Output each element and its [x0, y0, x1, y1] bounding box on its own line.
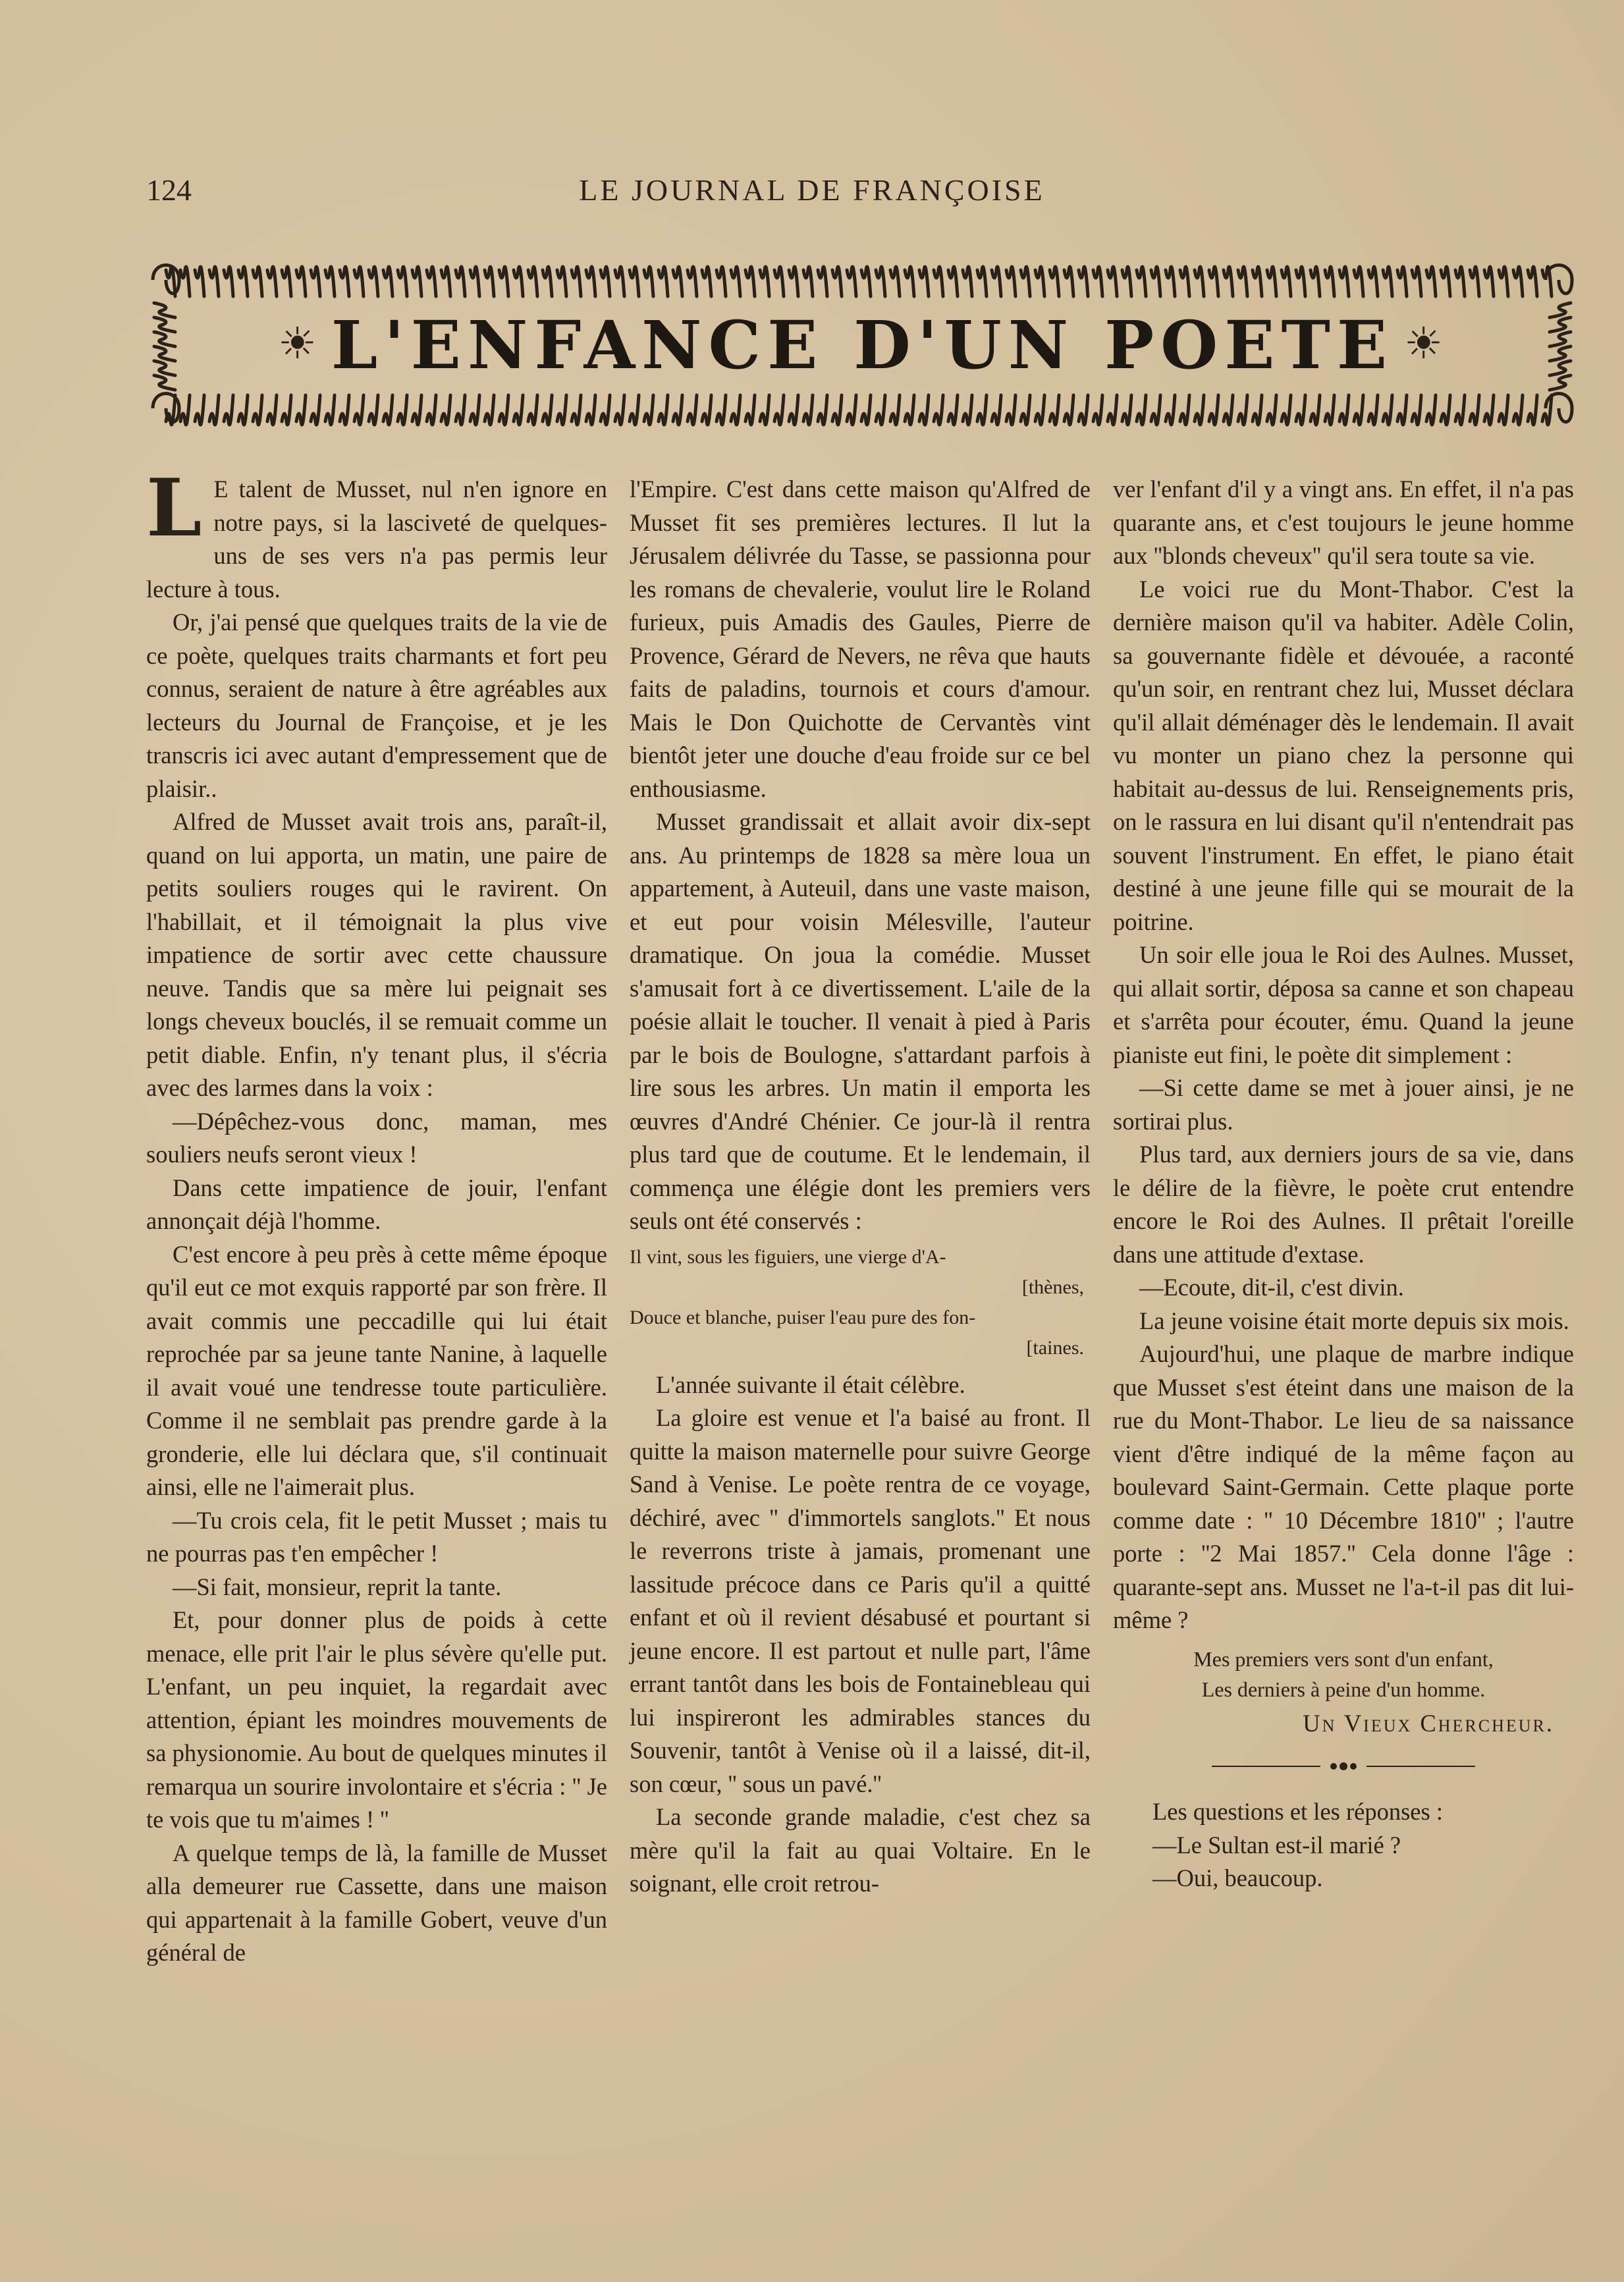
- border-flourish: [702, 395, 711, 425]
- border-flourish: [485, 267, 494, 296]
- border-flourish: [992, 395, 1001, 425]
- border-flourish: [340, 395, 349, 425]
- questions-answers: [1113, 1795, 1574, 1895]
- paragraph: —Si fait, monsieur, reprit la tante.: [173, 1573, 502, 1600]
- border-flourish: [514, 395, 523, 425]
- border-flourish: [688, 395, 697, 425]
- border-flourish: [1528, 267, 1537, 296]
- border-flourish: [1296, 395, 1305, 425]
- border-flourish: [1412, 267, 1421, 296]
- border-flourish: [847, 395, 856, 425]
- border-flourish: [1282, 395, 1291, 425]
- border-flourish: [948, 395, 958, 425]
- column-3: [1113, 473, 1574, 1895]
- border-flourish: [673, 267, 682, 296]
- border-flourish: [195, 395, 204, 425]
- border-flourish: [1426, 267, 1436, 296]
- border-flourish: [1340, 395, 1349, 425]
- border-flourish: [1441, 267, 1450, 296]
- border-flourish: [557, 267, 566, 296]
- border-flourish: [470, 267, 479, 296]
- border-flourish: [977, 267, 987, 296]
- border-flourish: [1050, 395, 1059, 425]
- border-flourish: [789, 267, 798, 296]
- border-flourish: [1093, 267, 1102, 296]
- border-flourish: [1325, 395, 1334, 425]
- author-signature: Un Vieux Chercheur.: [1303, 1709, 1554, 1737]
- page-number: 124: [146, 173, 192, 207]
- border-flourish: [543, 267, 552, 296]
- border-flourish: [934, 267, 943, 296]
- quoted-poem: [1113, 1644, 1574, 1704]
- border-flourish: [789, 395, 798, 425]
- border-flourish: [1180, 267, 1189, 296]
- border-flourish: [1064, 395, 1073, 425]
- poem-line: Les derniers à peine d'un homme.: [1201, 1677, 1486, 1701]
- border-flourish: [1354, 395, 1363, 425]
- border-flourish: [1166, 395, 1175, 425]
- border-flourish: [224, 395, 233, 425]
- border-flourish: [253, 395, 262, 425]
- border-flourish: [702, 267, 711, 296]
- border-flourish: [1340, 267, 1349, 296]
- border-flourish: [412, 267, 421, 296]
- border-flourish: [1209, 267, 1218, 296]
- border-flourish: [572, 395, 581, 425]
- border-flourish: [1282, 267, 1291, 296]
- border-flourish: [1079, 395, 1088, 425]
- border-flourish: [572, 267, 581, 296]
- border-flourish: [1079, 267, 1088, 296]
- border-flourish: [1035, 267, 1044, 296]
- border-flourish: [731, 267, 740, 296]
- border-flourish: [296, 267, 306, 296]
- border-flourish: [238, 267, 248, 296]
- border-flourish: [369, 395, 378, 425]
- border-flourish: [1426, 395, 1436, 425]
- border-flourish: [195, 267, 204, 296]
- border-flourish: [1021, 267, 1030, 296]
- border-flourish: [1383, 267, 1392, 296]
- drop-cap: L: [146, 462, 202, 555]
- border-flourish: [456, 267, 465, 296]
- title-banner: [146, 240, 1579, 448]
- border-flourish: [1513, 395, 1523, 425]
- border-flourish: [774, 395, 784, 425]
- border-flourish: [1253, 395, 1262, 425]
- paragraph: ver l'enfant d'il y a vingt ans. En effet, il n'a pas quarante ans, et c'est toujours le jeune homme aux ''blonds cheveux'' qu'il sera toute sa vie.: [1113, 475, 1574, 569]
- border-flourish: [1006, 267, 1015, 296]
- verse-line: Douce et blanche, puiser l'eau pure des fon-: [630, 1306, 976, 1328]
- paragraph: La jeune voisine était morte depuis six mois.: [1139, 1307, 1569, 1334]
- border-flourish: [760, 395, 769, 425]
- border-flourish: [1470, 267, 1479, 296]
- border-flourish: [224, 267, 233, 296]
- border-flourish: [311, 267, 320, 296]
- border-flourish: [774, 267, 784, 296]
- border-flourish: [282, 395, 291, 425]
- border-flourish: [528, 267, 537, 296]
- border-flourish: [1383, 395, 1392, 425]
- border-flourish: [1224, 267, 1233, 296]
- border-flourish: [354, 395, 364, 425]
- border-flourish: [1224, 395, 1233, 425]
- paragraph: Alfred de Musset avait trois ans, paraît-il, quand on lui apporta, un matin, une paire de petits souliers rouges qui le ravirent. On l'habillait, et il témoignait la plus vive impatience de sortir avec cette chaussure neuve. Tandis que sa mère lui peignait ses longs cheveux bouclés, il se remuait comme un petit diable. Enfin, n'y tenant plus, il s'écria avec des larmes dans la voix :: [146, 808, 607, 1101]
- paragraph: Musset grandissait et allait avoir dix-sept ans. Au printemps de 1828 sa mère loua un appartement, à Auteuil, dans une vaste maison, et eut pour voisin Mélesville, l'auteur dramatique. On joua la comédie. Musset s'amusait fort à ce divertissement. L'aile de la poésie allait le toucher. Il venait à pied à Paris par le bois de Boulogne, s'attardant parfois à lire sous les arbres. Un matin il emporta les œuvres d'André Chénier. Ce jour-là il rentra plus tard que de coutume. Et le lendemain, il commença une élégie dont les premiers vers seuls ont été conservés :: [630, 808, 1091, 1234]
- border-flourish: [1267, 267, 1276, 296]
- border-flourish: [1050, 267, 1059, 296]
- border-flourish: [1455, 395, 1465, 425]
- sun-ornament-icon: ☀: [278, 320, 317, 368]
- border-flourish: [760, 267, 769, 296]
- border-flourish: [1238, 395, 1247, 425]
- border-flourish: [832, 395, 842, 425]
- border-flourish: [441, 267, 450, 296]
- border-flourish: [528, 395, 537, 425]
- border-flourish: [905, 395, 914, 425]
- border-flourish: [1108, 267, 1117, 296]
- border-flourish: [514, 267, 523, 296]
- border-flourish: [1412, 395, 1421, 425]
- border-flourish: [1311, 267, 1320, 296]
- border-flourish: [745, 395, 755, 425]
- border-flourish: [485, 395, 494, 425]
- border-flourish: [470, 395, 479, 425]
- border-flourish: [992, 267, 1001, 296]
- border-flourish: [1397, 395, 1407, 425]
- verse-line: Il vint, sous les figuiers, une vierge d'A-: [630, 1245, 946, 1268]
- border-flourish: [1209, 395, 1218, 425]
- border-flourish: [180, 267, 190, 296]
- border-flourish: [543, 395, 552, 425]
- border-flourish: [1484, 267, 1494, 296]
- border-flourish: [1238, 267, 1247, 296]
- border-flourish: [427, 395, 436, 425]
- border-flourish: [180, 395, 190, 425]
- border-flourish: [1093, 395, 1102, 425]
- border-flourish: [1180, 395, 1189, 425]
- paragraph: C'est encore à peu près à cette même époque qu'il eut ce mot exquis rapporté par son frère. Il avait commis une peccadille qui lui était reprochée par sa jeune tante Nanine, à laquelle il avait voué une tendresse toute particulière. Comme il ne semblait pas prendre garde à la gronderie, elle lui déclara que, s'il continuait ainsi, elle ne l'aimerait plus.: [146, 1240, 607, 1500]
- border-flourish: [412, 395, 421, 425]
- border-flourish: [1021, 395, 1030, 425]
- qa-intro: Les questions et les réponses :: [1152, 1798, 1443, 1825]
- border-flourish: [369, 267, 378, 296]
- border-flourish: [325, 267, 335, 296]
- border-flourish: [1108, 395, 1117, 425]
- border-flourish: [267, 395, 277, 425]
- border-flourish: [963, 395, 972, 425]
- paragraph: Un soir elle joua le Roi des Aulnes. Musset, qui allait sortir, déposa sa canne et son chapeau et s'arrêta pour écouter, ému. Quand la jeune pianiste eut fini, le poète dit simplement :: [1113, 941, 1574, 1068]
- border-flourish: [1195, 395, 1204, 425]
- poem-line: Mes premiers vers sont d'un enfant,: [1193, 1646, 1494, 1671]
- border-flourish: [847, 267, 856, 296]
- border-flourish: [499, 395, 508, 425]
- border-flourish: [601, 395, 610, 425]
- border-flourish: [1253, 267, 1262, 296]
- qa-answer: —Oui, beaucoup.: [1152, 1864, 1323, 1891]
- border-flourish: [1064, 267, 1073, 296]
- border-flourish: [630, 267, 639, 296]
- border-flourish: [919, 395, 929, 425]
- verse-line-continuation: [taines.: [1026, 1336, 1084, 1359]
- paragraph: Aujourd'hui, une plaque de marbre indique que Musset s'est éteint dans une maison de la rue du Mont-Thabor. Le lieu de sa naissance vient d'être indiqué de la même façon au boulevard Saint-Germain. Cette plaque porte comme date : '' 10 Décembre 1810'' ; l'autre porte : ''2 Mai 1857.'' Cela donne l'âge : quarante-sept ans. Musset ne l'a-t-il pas dit lui-même ?: [1113, 1340, 1574, 1633]
- paragraph: —Tu crois cela, fit le petit Musset ; mais tu ne pourras pas t'en empêcher !: [146, 1506, 607, 1567]
- border-flourish: [1499, 395, 1508, 425]
- border-flourish: [890, 395, 900, 425]
- border-flourish: [282, 267, 291, 296]
- border-flourish: [890, 267, 900, 296]
- paragraph: L E talent de Musset, nul n'en ignore en notre pays, si la lasciveté de quelques-uns de ses vers n'a pas permis leur lecture à tous.: [146, 462, 607, 603]
- border-flourish: [456, 395, 465, 425]
- border-flourish: [383, 395, 392, 425]
- paragraph: L'année suivante il était célèbre.: [656, 1371, 965, 1398]
- border-flourish: [1368, 395, 1378, 425]
- border-flourish: [832, 267, 842, 296]
- border-flourish: [876, 267, 885, 296]
- paragraph: —Si cette dame se met à jouer ainsi, je ne sortirai plus.: [1113, 1074, 1574, 1135]
- border-flourish: [586, 395, 595, 425]
- border-flourish: [238, 395, 248, 425]
- border-flourish: [1368, 267, 1378, 296]
- border-flourish: [383, 267, 392, 296]
- border-flourish: [209, 395, 219, 425]
- border-flourish: [934, 395, 943, 425]
- border-flourish: [601, 267, 610, 296]
- border-flourish: [586, 267, 595, 296]
- border-flourish: [905, 267, 914, 296]
- border-flourish: [659, 267, 668, 296]
- border-flourish: [1151, 267, 1160, 296]
- paragraph: —Dépêchez-vous donc, maman, mes souliers neufs seront vieux !: [146, 1107, 607, 1168]
- border-flourish: [615, 267, 624, 296]
- border-flourish: [717, 267, 726, 296]
- verse-line-continuation: [thènes,: [1021, 1276, 1084, 1298]
- border-flourish: [745, 267, 755, 296]
- border-flourish: [803, 395, 813, 425]
- paragraph: A quelque temps de là, la famille de Musset alla demeurer rue Cassette, dans une maison qui appartenait à la famille Gobert, veuve d'un général de: [146, 1839, 607, 1966]
- paragraph: l'Empire. C'est dans cette maison qu'Alfred de Musset fit ses premières lectures. Il lut la Jérusalem délivrée du Tasse, se passionna pour les romans de chevalerie, voulut lire le Roland furieux, puis Amadis des Gaules, Pierre de Provence, Gérard de Nevers, ne rêva que hauts faits de paladins, tournois et cours d'amour. Mais le Don Quichotte de Cervantès vint bientôt jeter une douche d'eau froide sur ce bel enthousiasme.: [630, 475, 1091, 802]
- border-flourish: [615, 395, 624, 425]
- border-flourish: [1470, 395, 1479, 425]
- border-flourish: [1137, 267, 1146, 296]
- divider-ornament-icon: [1212, 1760, 1475, 1773]
- border-flourish: [1397, 267, 1407, 296]
- border-flourish: [818, 395, 827, 425]
- border-flourish: [1455, 267, 1465, 296]
- border-flourish: [977, 395, 987, 425]
- border-flourish: [717, 395, 726, 425]
- border-flourish: [731, 395, 740, 425]
- border-flourish: [499, 267, 508, 296]
- column-2: [630, 473, 1091, 1901]
- paragraph: Or, j'ai pensé que quelques traits de la vie de ce poète, quelques traits charmants et fort peu connus, seraient de nature à être agréables aux lecteurs du Journal de Françoise, et je les transcris ici avec autant d'empressement que de plaisir..: [146, 609, 607, 802]
- border-flourish: [803, 267, 813, 296]
- border-flourish: [948, 267, 958, 296]
- border-flourish: [876, 395, 885, 425]
- border-flourish: [1441, 395, 1450, 425]
- border-flourish: [1296, 267, 1305, 296]
- paragraph: Dans cette impatience de jouir, l'enfant annonçait déjà l'homme.: [146, 1174, 607, 1234]
- border-flourish: [267, 267, 277, 296]
- border-flourish: [861, 395, 871, 425]
- paragraph: Le voici rue du Mont-Thabor. C'est la dernière maison qu'il va habiter. Adèle Colin, sa gouvernante fidèle et dévouée, a raconté qu'un soir, en rentrant chez lui, Musset déclara qu'il allait déménager dès le lendemain. Il avait vu monter un piano chez la personne qui habitait au-dessus de lui. Renseignements pris, on le rassura en lui disant qu'il n'entendrait pas souvent l'instrument. En effet, le piano était destiné à une jeune fille qui se mourait de la poitrine.: [1113, 575, 1574, 935]
- border-flourish: [296, 395, 306, 425]
- border-flourish: [644, 267, 653, 296]
- border-flourish: [688, 267, 697, 296]
- border-flourish: [1311, 395, 1320, 425]
- border-flourish: [441, 395, 450, 425]
- border-flourish: [1151, 395, 1160, 425]
- border-flourish: [919, 267, 929, 296]
- border-flourish: [673, 395, 682, 425]
- border-flourish: [253, 267, 262, 296]
- border-flourish: [1499, 267, 1508, 296]
- border-flourish: [1354, 267, 1363, 296]
- column-1: [146, 462, 607, 1970]
- border-flourish: [354, 267, 364, 296]
- border-flourish: [1484, 395, 1494, 425]
- paragraph: Plus tard, aux derniers jours de sa vie, dans le délire de la fièvre, le poète crut entendre encore le Roi des Aulnes. Il prêtait l'oreille dans une attitude d'extase.: [1113, 1141, 1574, 1268]
- border-flourish: [1267, 395, 1276, 425]
- qa-question: —Le Sultan est-il marié ?: [1152, 1831, 1401, 1859]
- border-flourish: [398, 267, 407, 296]
- border-flourish: [1006, 395, 1015, 425]
- border-flourish: [963, 267, 972, 296]
- border-flourish: [325, 395, 335, 425]
- border-flourish: [818, 267, 827, 296]
- sun-ornament-icon: ☀: [1404, 320, 1444, 368]
- border-flourish: [1325, 267, 1334, 296]
- border-flourish: [1035, 395, 1044, 425]
- paragraph: La seconde grande maladie, c'est chez sa mère qu'il la fait au quai Voltaire. En le soignant, elle croit retrou-: [630, 1803, 1091, 1897]
- border-flourish: [311, 395, 320, 425]
- paragraph: Et, pour donner plus de poids à cette menace, elle prit l'air le plus sévère qu'elle put. L'enfant, un peu inquiet, la regardait avec attention, épiant les moindres mouvements de sa physionomie. Au bout de quelques minutes il remarqua un sourire involontaire et s'écria : '' Je te vois que tu m'aimes ! '': [146, 1606, 607, 1833]
- border-flourish: [644, 395, 653, 425]
- border-flourish: [209, 267, 219, 296]
- border-flourish: [427, 267, 436, 296]
- border-flourish: [630, 395, 639, 425]
- border-flourish: [1122, 395, 1131, 425]
- border-flourish: [659, 395, 668, 425]
- running-head: LE JOURNAL DE FRANÇOISE: [579, 173, 1045, 207]
- border-flourish: [861, 267, 871, 296]
- paragraph: La gloire est venue et l'a baisé au front. Il quitte la maison maternelle pour suivre George Sand à Venise. Le poète rentra de ce voyage, déchiré, avec '' d'immortels sanglots.'' Et nous le reverrons triste à jamais, promenant une lassitude précoce dans ce Paris qu'il a quitté enfant et où il revient désabusé et pourtant si jeune encore. Il est partout et nulle part, l'âme errant tantôt dans les bois de Fontainebleau qui lui inspireront les admirables stances du Souvenir, tantôt à Venise où il a laissé, dit-il, son cœur, '' sous un pavé.'': [630, 1404, 1091, 1797]
- border-flourish: [1137, 395, 1146, 425]
- border-flourish: [340, 267, 349, 296]
- border-flourish: [398, 395, 407, 425]
- section-divider: [1113, 1747, 1574, 1786]
- paragraph: —Ecoute, dit-il, c'est divin.: [1139, 1274, 1404, 1301]
- border-flourish: [1195, 267, 1204, 296]
- quoted-verse: [630, 1242, 1091, 1363]
- border-flourish: [1513, 267, 1523, 296]
- border-flourish: [1528, 395, 1537, 425]
- border-flourish: [1122, 267, 1131, 296]
- article-title: L'ENFANCE D'UN POETE: [331, 306, 1394, 384]
- border-flourish: [557, 395, 566, 425]
- border-flourish: [1166, 267, 1175, 296]
